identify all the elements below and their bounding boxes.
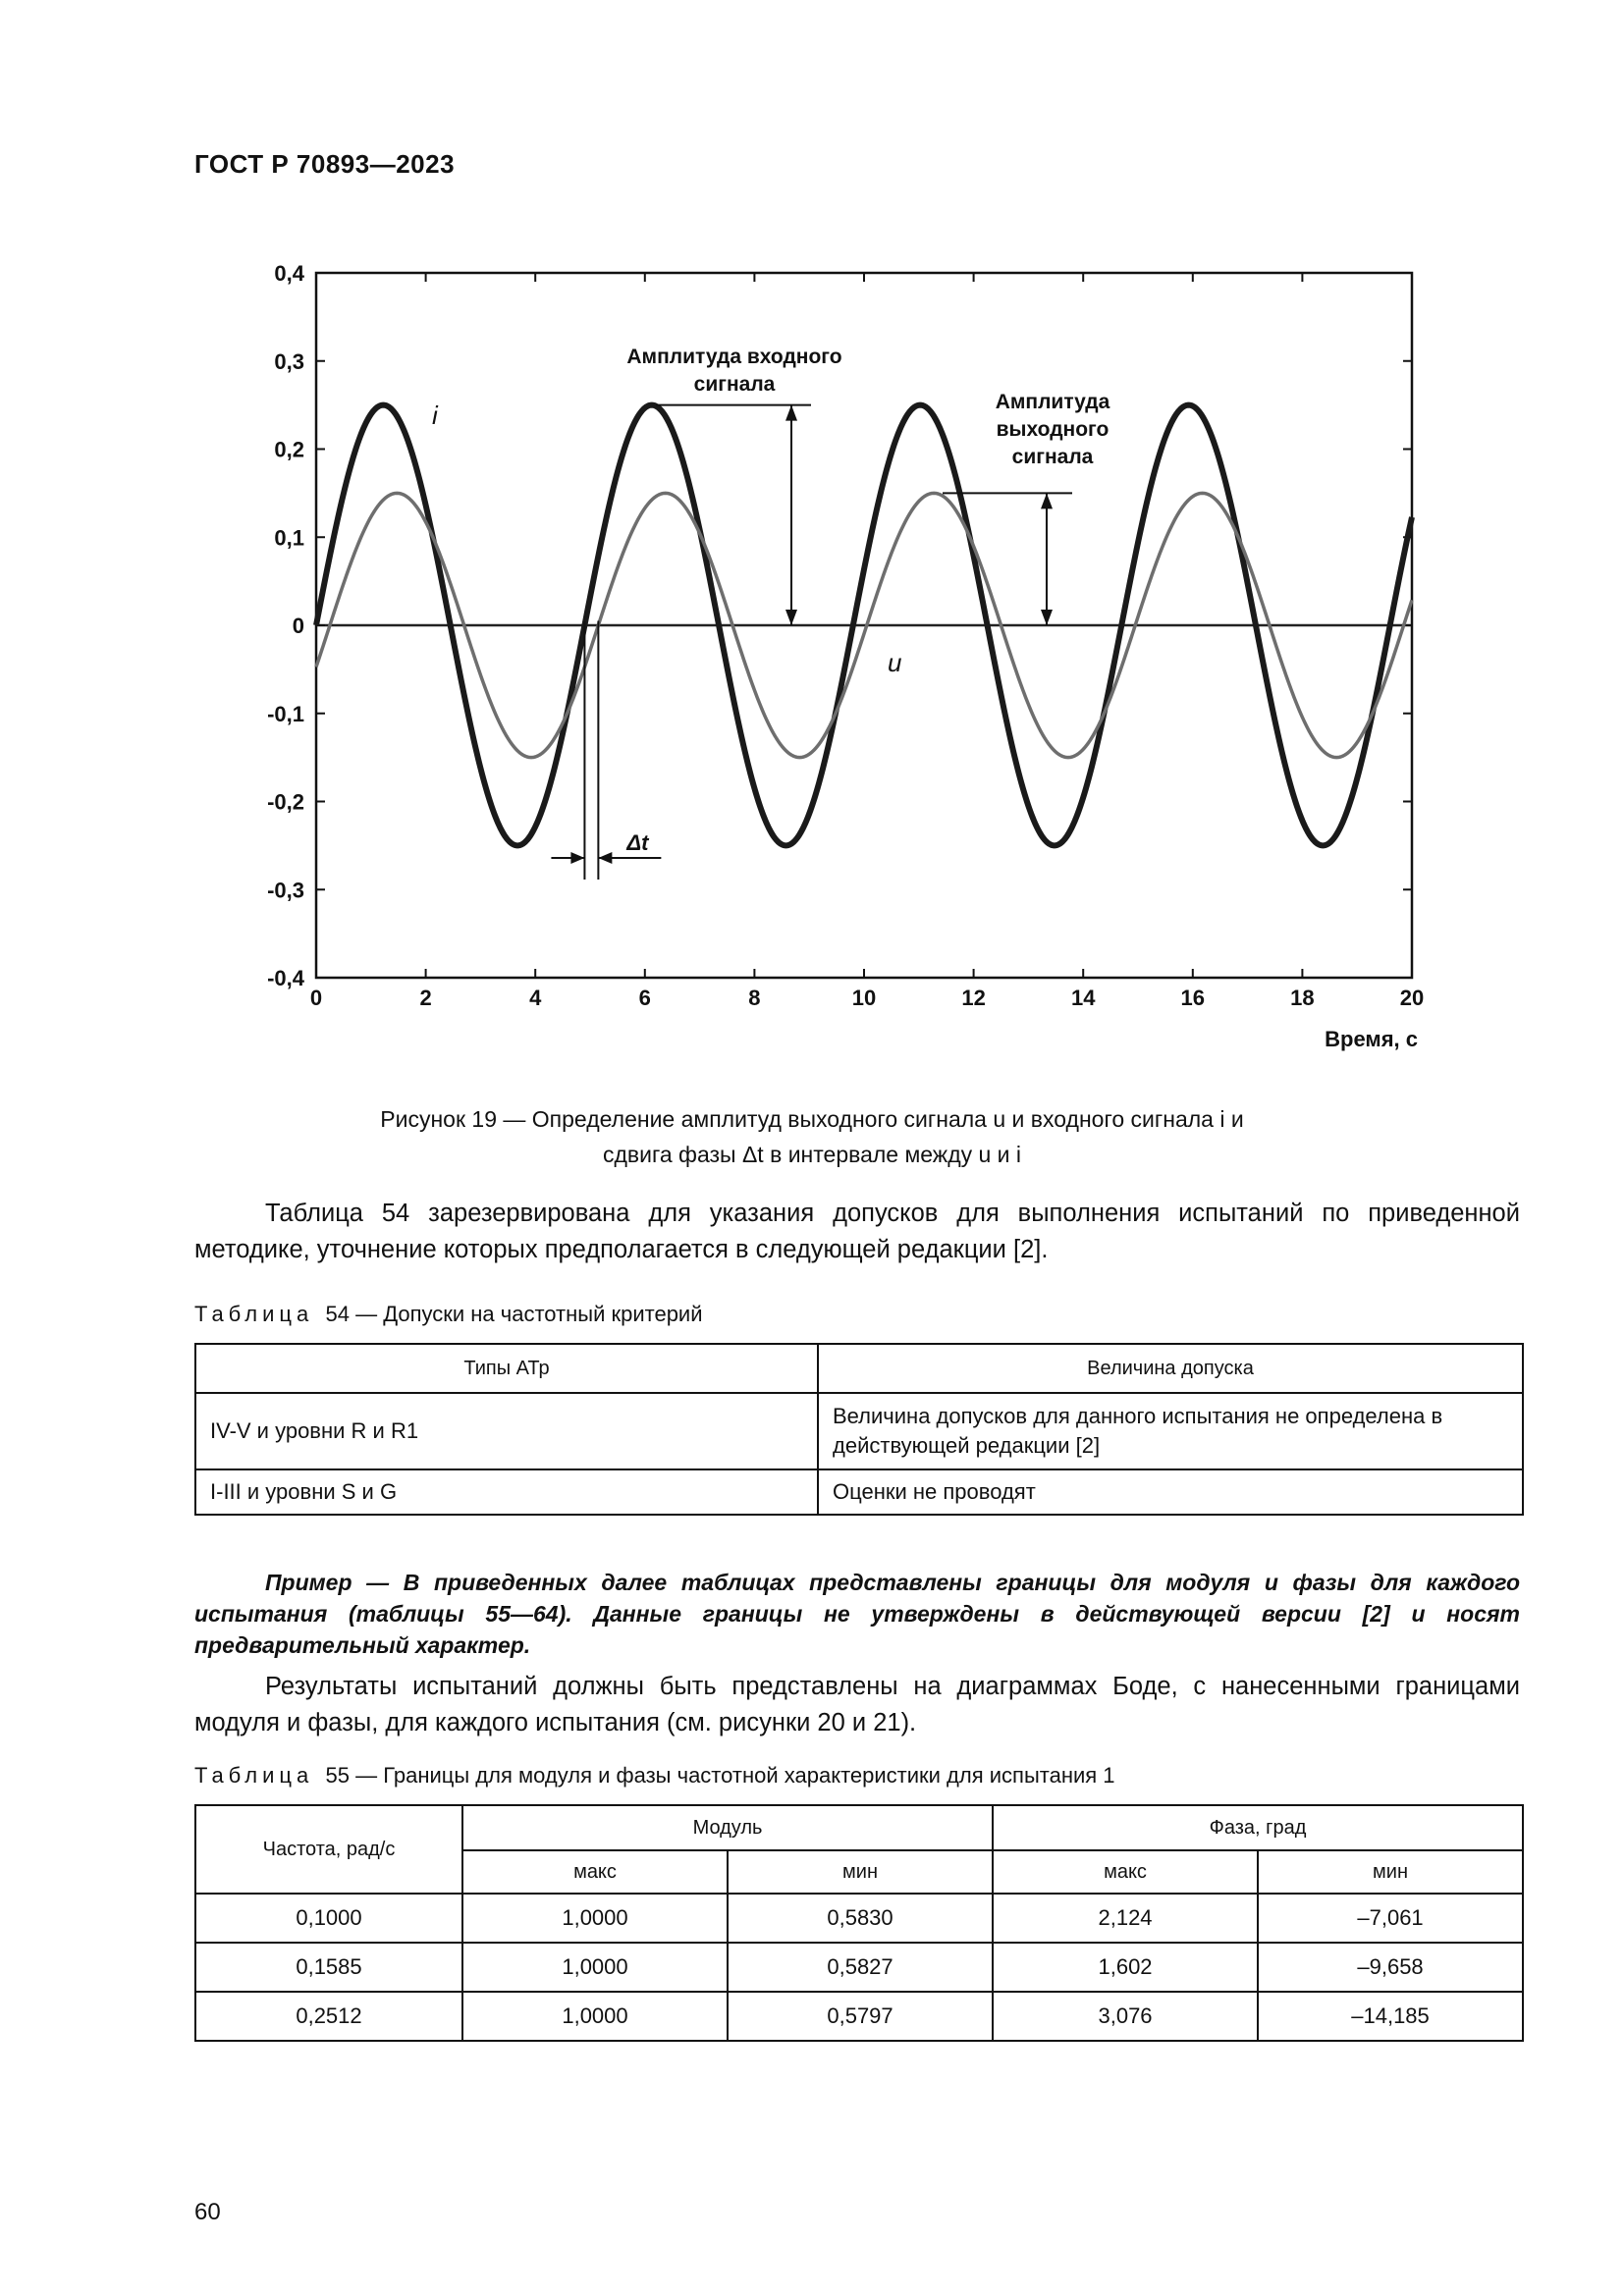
x-tick-label: 8 [748,986,761,1010]
table-row [195,1894,1523,1943]
table-cell: 0,5827 [728,1943,993,1992]
table-cell: Оценки не проводят [818,1469,1523,1515]
x-tick-label: 10 [851,986,877,1010]
table-label: Таблица [194,1302,314,1326]
input-amplitude-arrow-head-bottom [785,610,797,625]
table-row [195,1943,1523,1992]
table-row [195,1992,1523,2041]
x-tick-label: 2 [419,986,432,1010]
table-55 [194,1804,1524,2042]
header-modulus: Модуль [462,1805,993,1850]
y-tick-label: 0,4 [274,261,304,286]
x-axis-label: Время, с [1325,1027,1418,1051]
table-header-row [195,1805,1523,1850]
paragraph-text: Результаты испытаний должны быть представлены на диаграммах Боде, с нанесенными границами модуля и фазы, для каждого испытания (см. рисунки 20 и 21). [194,1673,1520,1736]
table-row [195,1393,1523,1469]
table-row [195,1469,1523,1515]
paragraph-text: Таблица 54 зарезервирована для указания допусков для выполнения испытаний по приведенной методике, уточнение которых предполагается в следующей редакции [2]. [194,1200,1520,1263]
table-cell: I-III и уровни S и G [195,1469,818,1515]
header-modulus-min: мин [728,1850,993,1894]
table-cell: IV-V и уровни R и R1 [195,1393,818,1469]
table-cell: Величина допусков для данного испытания не определена в действующей редакции [2] [818,1393,1523,1469]
annotation-output-amplitude-line3: сигнала [1011,446,1094,468]
page-number: 60 [194,2199,221,2225]
delta-t-arrow-head-right [598,852,612,864]
example-note [194,1567,1520,1661]
x-tick-label: 6 [638,986,651,1010]
table-header-row [195,1344,1523,1393]
header-tolerance: Величина допуска [818,1344,1523,1393]
y-tick-label: 0,3 [274,348,304,374]
x-tick-label: 14 [1070,986,1096,1010]
annotation-output-amplitude-line2: выходного [996,418,1110,441]
table-cell: 1,0000 [462,1894,728,1943]
x-tick-label: 18 [1290,986,1315,1010]
x-tick-label: 16 [1180,986,1206,1010]
delta-t-label: Δt [626,830,649,855]
x-tick-label: 0 [309,986,323,1010]
document-code: ГОСТ Р 70893—2023 [194,149,456,179]
header-phase: Фаза, град [993,1805,1523,1850]
series-label-u: u [888,648,902,677]
y-tick-label: -0,2 [267,789,304,815]
header-phase-max: макс [993,1850,1258,1894]
table-cell: 0,5797 [728,1992,993,2041]
table-cell: –7,061 [1258,1894,1523,1943]
table-label: Таблица [194,1763,314,1788]
figure-chart [0,0,1624,1080]
table-54 [194,1343,1524,1516]
x-tick-label: 12 [961,986,986,1010]
table54-title [194,1302,703,1327]
figure-caption-line-2: сдвига фазы Δt в интервале между u и i [602,1142,1022,1167]
table-cell: 2,124 [993,1894,1258,1943]
table-cell: 1,0000 [462,1992,728,2041]
table-cell: 0,1000 [195,1894,462,1943]
figure-caption-line-1: Рисунок 19 — Определение амплитуд выходного сигнала u и входного сигнала i и [380,1106,1244,1132]
y-tick-label: 0 [292,614,304,638]
series-label-i: i [432,400,438,430]
y-tick-label: -0,4 [267,966,304,990]
example-text: Пример — В приведенных далее таблицах представлены границы для модуля и фазы для каждого испытания (таблицы 55—64). Данные границы не утверждены в действующей версии [2] и носят предварительный характер. [194,1570,1520,1658]
output-amplitude-arrow-head-top [1041,493,1053,508]
paragraph-table54-note [194,1196,1520,1268]
annotation-input-amplitude-line2: сигнала [693,373,776,396]
table-title-text: 55 — Границы для модуля и фазы частотной характеристики для испытания 1 [325,1763,1115,1788]
paragraph-bode [194,1669,1520,1741]
header-frequency: Частота, рад/с [195,1805,462,1894]
table-cell: 1,602 [993,1943,1258,1992]
table-cell: 0,1585 [195,1943,462,1992]
y-tick-label: 0,1 [274,525,304,551]
table-cell: 0,2512 [195,1992,462,2041]
annotation-output-amplitude-line1: Амплитуда [995,391,1110,413]
y-tick-label: -0,1 [267,701,304,726]
x-tick-label: 4 [529,986,542,1010]
input-amplitude-arrow-head-top [785,405,797,421]
x-tick-label: 20 [1399,986,1425,1010]
annotation-input-amplitude-line1: Амплитуда входного [626,346,842,368]
table55-title [194,1763,1115,1789]
output-amplitude-arrow-head-bottom [1041,610,1053,625]
header-atr-types: Типы АТр [195,1344,818,1393]
delta-t-arrow-head-left [570,852,584,864]
header-phase-min: мин [1258,1850,1523,1894]
table-cell: –14,185 [1258,1992,1523,2041]
table-cell: 0,5830 [728,1894,993,1943]
y-tick-label: 0,2 [274,437,304,462]
table-cell: 3,076 [993,1992,1258,2041]
y-tick-label: -0,3 [267,878,304,903]
table-title-text: 54 — Допуски на частотный критерий [325,1302,703,1326]
header-modulus-max: макс [462,1850,728,1894]
table-cell: –9,658 [1258,1943,1523,1992]
table-cell: 1,0000 [462,1943,728,1992]
